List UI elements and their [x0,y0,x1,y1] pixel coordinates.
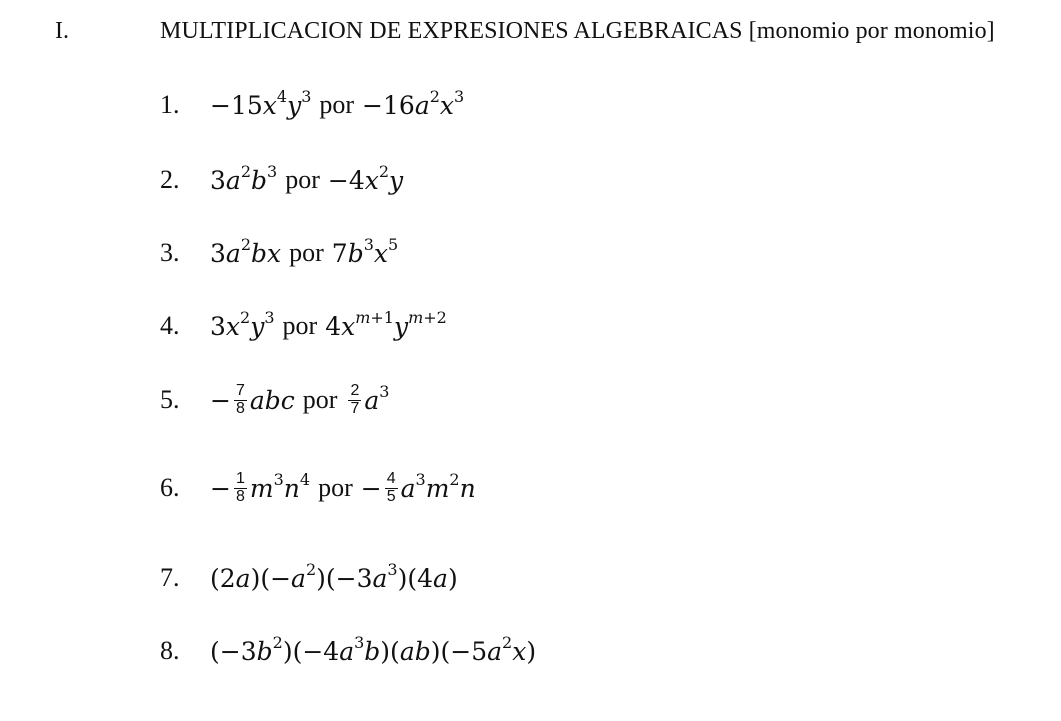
connector-por: por [282,311,318,340]
fraction: $\frac{2}{7}$ [350,382,360,417]
exercise-number: 8. [160,636,180,665]
exercise-2 [160,162,404,195]
section-number: I. [55,18,69,44]
exercise-number: 7. [160,563,180,592]
fraction: $\frac{4}{5}$ [386,470,396,505]
connector-por: por [319,90,355,119]
exercise-6 [160,471,476,506]
exercise-expression: − $\frac{1}{8}$ m $^3$ n $^4$ por − $\frac{4}{5}$ a $^3$ m $^2$ n [210,470,476,505]
connector-por: por [302,385,338,415]
exercise-expression: 3 a $^2$ b $^3$ por −4 x $^2$ y [210,162,404,195]
exercise-7 [160,560,458,593]
exercise-number: 5. [160,385,180,415]
exercise-expression: (−3 b $^2$ )(−4 a $^3$ b )( ab )(−5 a $^2$ x ) [210,633,537,666]
exercise-expression: −15 x $^4$ y $^3$ por −16 a $^2$ x $^3$ [210,87,465,120]
fraction: $\frac{1}{8}$ [235,470,245,505]
connector-por: por [285,165,320,194]
exercise-4 [160,308,447,341]
exercise-number: 1. [160,90,180,119]
exercise-number: 3. [160,238,180,267]
exercise-number: 2. [160,165,180,194]
exercise-expression: 3 x $^2$ y $^3$ por 4 x $^{m +1}$ y $^{m +2}$ [210,308,447,341]
exercise-expression: (2 a )(− a $^2$ )(−3 a $^3$ )(4 a ) [210,560,458,593]
exercise-expression: 3 a $^2$ bx por 7 b $^3$ x $^5$ [210,235,399,268]
exercise-5 [160,383,389,418]
connector-por: por [289,238,324,267]
exercise-3 [160,235,399,268]
exercise-number: 6. [160,473,180,503]
exercise-8 [160,633,537,666]
section-title: MULTIPLICACION DE EXPRESIONES ALGEBRAICAS [monomio por monomio] [160,18,995,44]
fraction: $\frac{7}{8}$ [235,382,245,417]
exercise-expression: − $\frac{7}{8}$ abc por $\frac{2}{7}$ a $^3$ [210,382,390,417]
exercise-1 [160,87,465,120]
connector-por: por [318,473,353,503]
exercise-number: 4. [160,311,180,340]
